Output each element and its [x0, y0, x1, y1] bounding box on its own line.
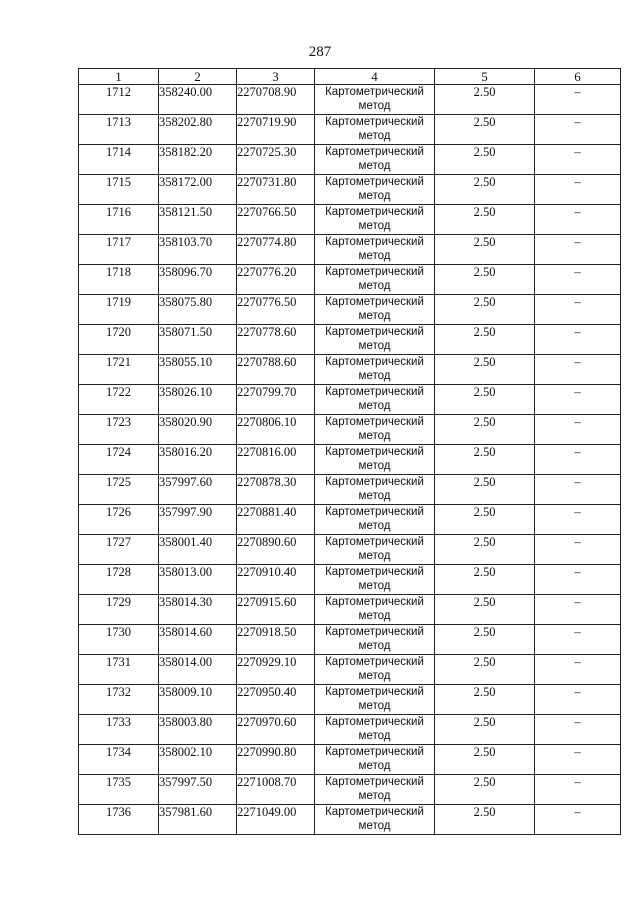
y-coordinate-cell: 2270776.20 [237, 265, 315, 295]
y-coordinate-cell: 2270776.50 [237, 295, 315, 325]
accuracy-cell: 2.50 [435, 625, 535, 655]
method-cell: Картометрический метод [315, 295, 435, 325]
accuracy-cell: 2.50 [435, 475, 535, 505]
x-coordinate-cell: 358001.40 [159, 535, 237, 565]
table-row [79, 295, 621, 325]
point-number-cell: 1712 [79, 85, 159, 115]
y-coordinate-cell: 2270731.80 [237, 175, 315, 205]
note-cell: – [535, 625, 621, 655]
x-coordinate-cell: 358002.10 [159, 745, 237, 775]
accuracy-cell: 2.50 [435, 85, 535, 115]
point-number-cell: 1733 [79, 715, 159, 745]
method-cell: Картометрический метод [315, 655, 435, 685]
accuracy-cell: 2.50 [435, 805, 535, 835]
method-cell: Картометрический метод [315, 265, 435, 295]
note-cell: – [535, 295, 621, 325]
method-cell: Картометрический метод [315, 235, 435, 265]
y-coordinate-cell: 2270890.60 [237, 535, 315, 565]
point-number-cell: 1713 [79, 115, 159, 145]
y-coordinate-cell: 2270806.10 [237, 415, 315, 445]
point-number-cell: 1731 [79, 655, 159, 685]
y-coordinate-cell: 2270766.50 [237, 205, 315, 235]
y-coordinate-cell: 2270708.90 [237, 85, 315, 115]
accuracy-cell: 2.50 [435, 595, 535, 625]
accuracy-cell: 2.50 [435, 685, 535, 715]
method-cell: Картометрический метод [315, 775, 435, 805]
y-coordinate-cell: 2270774.80 [237, 235, 315, 265]
accuracy-cell: 2.50 [435, 175, 535, 205]
note-cell: – [535, 505, 621, 535]
method-cell: Картометрический метод [315, 565, 435, 595]
y-coordinate-cell: 2270950.40 [237, 685, 315, 715]
note-cell: – [535, 265, 621, 295]
note-cell: – [535, 535, 621, 565]
accuracy-cell: 2.50 [435, 235, 535, 265]
x-coordinate-cell: 358202.80 [159, 115, 237, 145]
table-row [79, 625, 621, 655]
y-coordinate-cell: 2270929.10 [237, 655, 315, 685]
y-coordinate-cell: 2270915.60 [237, 595, 315, 625]
y-coordinate-cell: 2270778.60 [237, 325, 315, 355]
accuracy-cell: 2.50 [435, 415, 535, 445]
y-coordinate-cell: 2270878.30 [237, 475, 315, 505]
x-coordinate-cell: 357981.60 [159, 805, 237, 835]
accuracy-cell: 2.50 [435, 775, 535, 805]
x-coordinate-cell: 358014.30 [159, 595, 237, 625]
table-row [79, 475, 621, 505]
note-cell: – [535, 355, 621, 385]
method-cell: Картометрический метод [315, 445, 435, 475]
table-row [79, 85, 621, 115]
method-cell: Картометрический метод [315, 85, 435, 115]
x-coordinate-cell: 358182.20 [159, 145, 237, 175]
note-cell: – [535, 475, 621, 505]
x-coordinate-cell: 358016.20 [159, 445, 237, 475]
method-cell: Картометрический метод [315, 745, 435, 775]
point-number-cell: 1736 [79, 805, 159, 835]
accuracy-cell: 2.50 [435, 505, 535, 535]
point-number-cell: 1721 [79, 355, 159, 385]
y-coordinate-cell: 2270799.70 [237, 385, 315, 415]
x-coordinate-cell: 358009.10 [159, 685, 237, 715]
note-cell: – [535, 385, 621, 415]
accuracy-cell: 2.50 [435, 265, 535, 295]
x-coordinate-cell: 358075.80 [159, 295, 237, 325]
table-row [79, 715, 621, 745]
table-row [79, 565, 621, 595]
method-cell: Картометрический метод [315, 325, 435, 355]
point-number-cell: 1729 [79, 595, 159, 625]
x-coordinate-cell: 358055.10 [159, 355, 237, 385]
y-coordinate-cell: 2270970.60 [237, 715, 315, 745]
accuracy-cell: 2.50 [435, 535, 535, 565]
point-number-cell: 1734 [79, 745, 159, 775]
accuracy-cell: 2.50 [435, 205, 535, 235]
x-coordinate-cell: 357997.60 [159, 475, 237, 505]
note-cell: – [535, 775, 621, 805]
y-coordinate-cell: 2271008.70 [237, 775, 315, 805]
table-row [79, 535, 621, 565]
note-cell: – [535, 205, 621, 235]
point-number-cell: 1726 [79, 505, 159, 535]
point-number-cell: 1722 [79, 385, 159, 415]
note-cell: – [535, 685, 621, 715]
x-coordinate-cell: 357997.50 [159, 775, 237, 805]
y-coordinate-cell: 2270918.50 [237, 625, 315, 655]
x-coordinate-cell: 358003.80 [159, 715, 237, 745]
table-row [79, 505, 621, 535]
accuracy-cell: 2.50 [435, 715, 535, 745]
note-cell: – [535, 715, 621, 745]
x-coordinate-cell: 358013.00 [159, 565, 237, 595]
x-coordinate-cell: 358103.70 [159, 235, 237, 265]
note-cell: – [535, 655, 621, 685]
point-number-cell: 1735 [79, 775, 159, 805]
note-cell: – [535, 415, 621, 445]
coordinates-table [78, 68, 621, 835]
accuracy-cell: 2.50 [435, 325, 535, 355]
column-header: 5 [435, 69, 535, 85]
point-number-cell: 1720 [79, 325, 159, 355]
accuracy-cell: 2.50 [435, 385, 535, 415]
method-cell: Картометрический метод [315, 535, 435, 565]
column-header: 2 [159, 69, 237, 85]
accuracy-cell: 2.50 [435, 745, 535, 775]
y-coordinate-cell: 2270725.30 [237, 145, 315, 175]
page-number: 287 [308, 44, 332, 60]
y-coordinate-cell: 2270788.60 [237, 355, 315, 385]
x-coordinate-cell: 358071.50 [159, 325, 237, 355]
point-number-cell: 1727 [79, 535, 159, 565]
table-row [79, 775, 621, 805]
method-cell: Картометрический метод [315, 205, 435, 235]
table-body [79, 85, 621, 835]
table-row [79, 745, 621, 775]
table-row [79, 805, 621, 835]
table-row [79, 325, 621, 355]
note-cell: – [535, 595, 621, 625]
point-number-cell: 1719 [79, 295, 159, 325]
point-number-cell: 1728 [79, 565, 159, 595]
column-header: 3 [237, 69, 315, 85]
point-number-cell: 1715 [79, 175, 159, 205]
x-coordinate-cell: 358014.60 [159, 625, 237, 655]
method-cell: Картометрический метод [315, 385, 435, 415]
table-row [79, 175, 621, 205]
method-cell: Картометрический метод [315, 355, 435, 385]
note-cell: – [535, 145, 621, 175]
column-header: 6 [535, 69, 621, 85]
table-row [79, 385, 621, 415]
accuracy-cell: 2.50 [435, 565, 535, 595]
point-number-cell: 1732 [79, 685, 159, 715]
y-coordinate-cell: 2270816.00 [237, 445, 315, 475]
point-number-cell: 1730 [79, 625, 159, 655]
accuracy-cell: 2.50 [435, 145, 535, 175]
table-row [79, 355, 621, 385]
x-coordinate-cell: 358240.00 [159, 85, 237, 115]
note-cell: – [535, 175, 621, 205]
accuracy-cell: 2.50 [435, 295, 535, 325]
x-coordinate-cell: 357997.90 [159, 505, 237, 535]
x-coordinate-cell: 358026.10 [159, 385, 237, 415]
method-cell: Картометрический метод [315, 115, 435, 145]
x-coordinate-cell: 358020.90 [159, 415, 237, 445]
table-row [79, 445, 621, 475]
method-cell: Картометрический метод [315, 715, 435, 745]
note-cell: – [535, 805, 621, 835]
x-coordinate-cell: 358014.00 [159, 655, 237, 685]
point-number-cell: 1717 [79, 235, 159, 265]
point-number-cell: 1725 [79, 475, 159, 505]
accuracy-cell: 2.50 [435, 655, 535, 685]
note-cell: – [535, 445, 621, 475]
note-cell: – [535, 115, 621, 145]
table-row [79, 235, 621, 265]
y-coordinate-cell: 2270719.90 [237, 115, 315, 145]
table-header-row [79, 69, 621, 85]
accuracy-cell: 2.50 [435, 445, 535, 475]
table-row [79, 655, 621, 685]
method-cell: Картометрический метод [315, 475, 435, 505]
method-cell: Картометрический метод [315, 505, 435, 535]
note-cell: – [535, 325, 621, 355]
method-cell: Картометрический метод [315, 415, 435, 445]
y-coordinate-cell: 2270910.40 [237, 565, 315, 595]
accuracy-cell: 2.50 [435, 355, 535, 385]
table-row [79, 265, 621, 295]
method-cell: Картометрический метод [315, 175, 435, 205]
accuracy-cell: 2.50 [435, 115, 535, 145]
table-row [79, 145, 621, 175]
column-header: 4 [315, 69, 435, 85]
point-number-cell: 1714 [79, 145, 159, 175]
y-coordinate-cell: 2270990.80 [237, 745, 315, 775]
table-row [79, 205, 621, 235]
note-cell: – [535, 745, 621, 775]
method-cell: Картометрический метод [315, 625, 435, 655]
method-cell: Картометрический метод [315, 685, 435, 715]
y-coordinate-cell: 2270881.40 [237, 505, 315, 535]
table-row [79, 115, 621, 145]
table-row [79, 415, 621, 445]
x-coordinate-cell: 358172.00 [159, 175, 237, 205]
point-number-cell: 1716 [79, 205, 159, 235]
table-row [79, 685, 621, 715]
note-cell: – [535, 85, 621, 115]
note-cell: – [535, 565, 621, 595]
column-header: 1 [79, 69, 159, 85]
method-cell: Картометрический метод [315, 805, 435, 835]
y-coordinate-cell: 2271049.00 [237, 805, 315, 835]
point-number-cell: 1723 [79, 415, 159, 445]
point-number-cell: 1724 [79, 445, 159, 475]
method-cell: Картометрический метод [315, 595, 435, 625]
point-number-cell: 1718 [79, 265, 159, 295]
table-row [79, 595, 621, 625]
x-coordinate-cell: 358121.50 [159, 205, 237, 235]
note-cell: – [535, 235, 621, 265]
x-coordinate-cell: 358096.70 [159, 265, 237, 295]
method-cell: Картометрический метод [315, 145, 435, 175]
